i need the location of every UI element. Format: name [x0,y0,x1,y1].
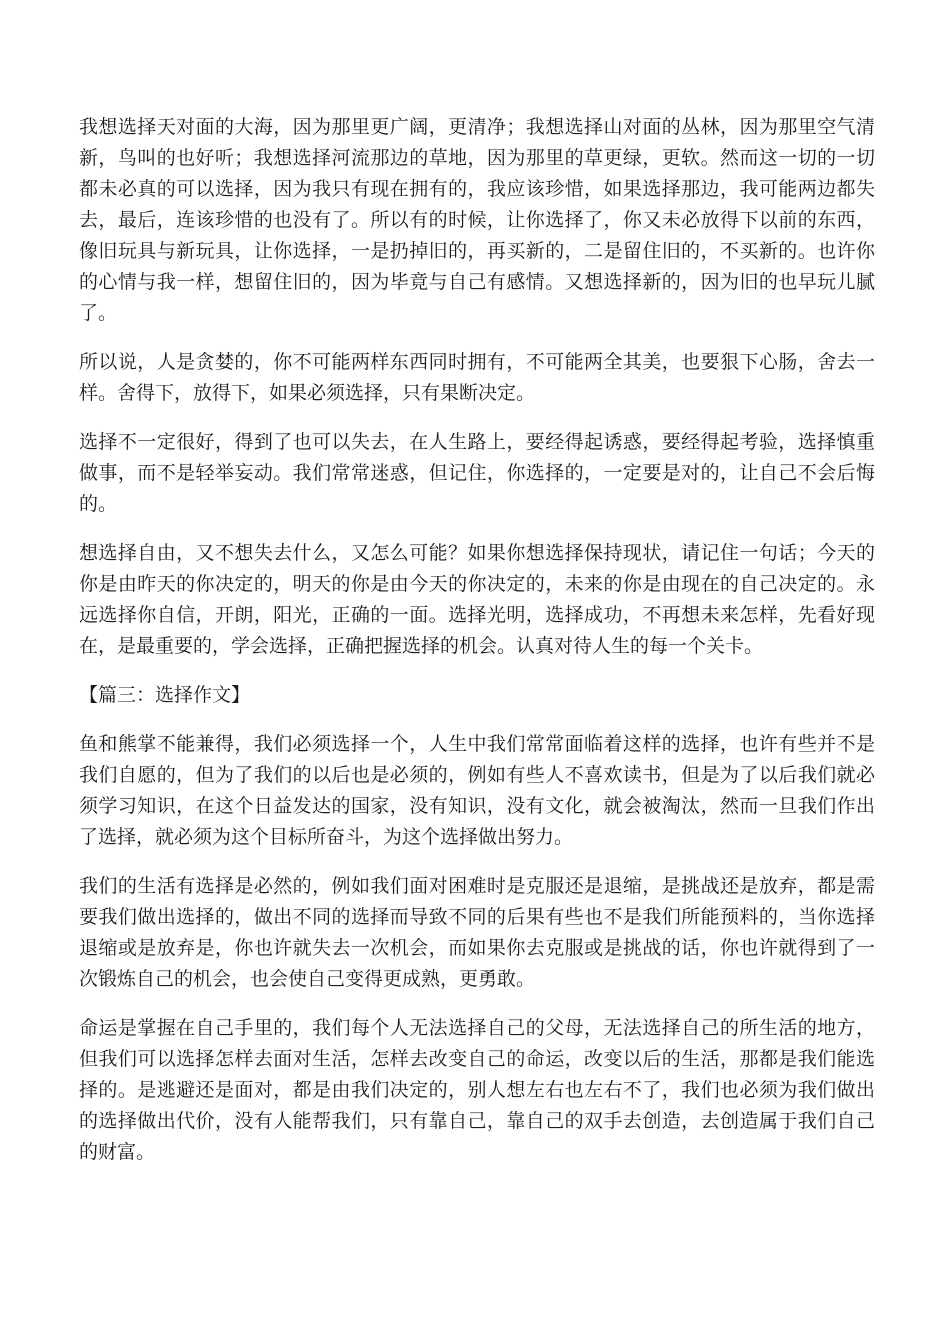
document-body [79,112,875,1186]
paragraph-5: 鱼和熊掌不能兼得，我们必须选择一个，人生中我们常常面临着这样的选择，也许有些并不是我们自愿的，但为了我们的以后也是必须的，例如有些人不喜欢读书，但是为了以后我们就必须学习知识，在这个日益发达的国家，没有知识，没有文化，就会被淘汰，然而一旦我们作出了选择，就必须为这个目标所奋斗，为这个选择做出努力。 [79,733,875,848]
paragraph-6: 我们的生活有选择是必然的，例如我们面对困难时是克服还是退缩，是挑战还是放弃，都是需要我们做出选择的，做出不同的选择而导致不同的后果有些也不是我们所能预料的，当你选择退缩或是放弃是，你也许就失去一次机会，而如果你去克服或是挑战的话，你也许就得到了一次锻炼自己的机会，也会使自己变得更成熟，更勇敢。 [79,875,875,990]
paragraph-1: 我想选择天对面的大海，因为那里更广阔，更清净；我想选择山对面的丛林，因为那里空气清新，鸟叫的也好听；我想选择河流那边的草地，因为那里的草更绿，更软。然而这一切的一切都未必真的可以选择，因为我只有现在拥有的，我应该珍惜，如果选择那边，我可能两边都失去，最后，连该珍惜的也没有了。所以有的时候，让你选择了，你又未必放得下以前的东西，像旧玩具与新玩具，让你选择，一是扔掉旧的，再买新的，二是留住旧的，不买新的。也许你的心情与我一样，想留住旧的，因为毕竟与自己有感情。又想选择新的，因为旧的也早玩儿腻了。 [79,116,875,324]
section-heading: 【篇三：选择作文】 [79,684,251,706]
paragraph-3: 选择不一定很好，得到了也可以失去，在人生路上，要经得起诱惑，要经得起考验，选择慎重做事，而不是轻举妄动。我们常常迷惑，但记住，你选择的，一定要是对的，让自己不会后悔的。 [79,431,875,515]
paragraph-4: 想选择自由，又不想失去什么，又怎么可能？如果你想选择保持现状，请记住一句话；今天的你是由昨天的你决定的，明天的你是由今天的你决定的，未来的你是由现在的自己决定的。永远选择你自信，开朗，阳光，正确的一面。选择光明，选择成功，不再想未来怎样，先看好现在，是最重要的，学会选择，正确把握选择的机会。认真对待人生的每一个关卡。 [79,542,875,657]
paragraph-7: 命运是掌握在自己手里的，我们每个人无法选择自己的父母，无法选择自己的所生活的地方，但我们可以选择怎样去面对生活，怎样去改变自己的命运，改变以后的生活，那都是我们能选择的。是逃避还是面对，都是由我们决定的，别人想左右也左右不了，我们也必须为我们做出的选择做出代价，没有人能帮我们，只有靠自己，靠自己的双手去创造，去创造属于我们自己的财富。 [79,1017,875,1163]
paragraph-2: 所以说，人是贪婪的，你不可能两样东西同时拥有，不可能两全其美，也要狠下心肠，舍去一样。舍得下，放得下，如果必须选择，只有果断决定。 [79,351,875,404]
